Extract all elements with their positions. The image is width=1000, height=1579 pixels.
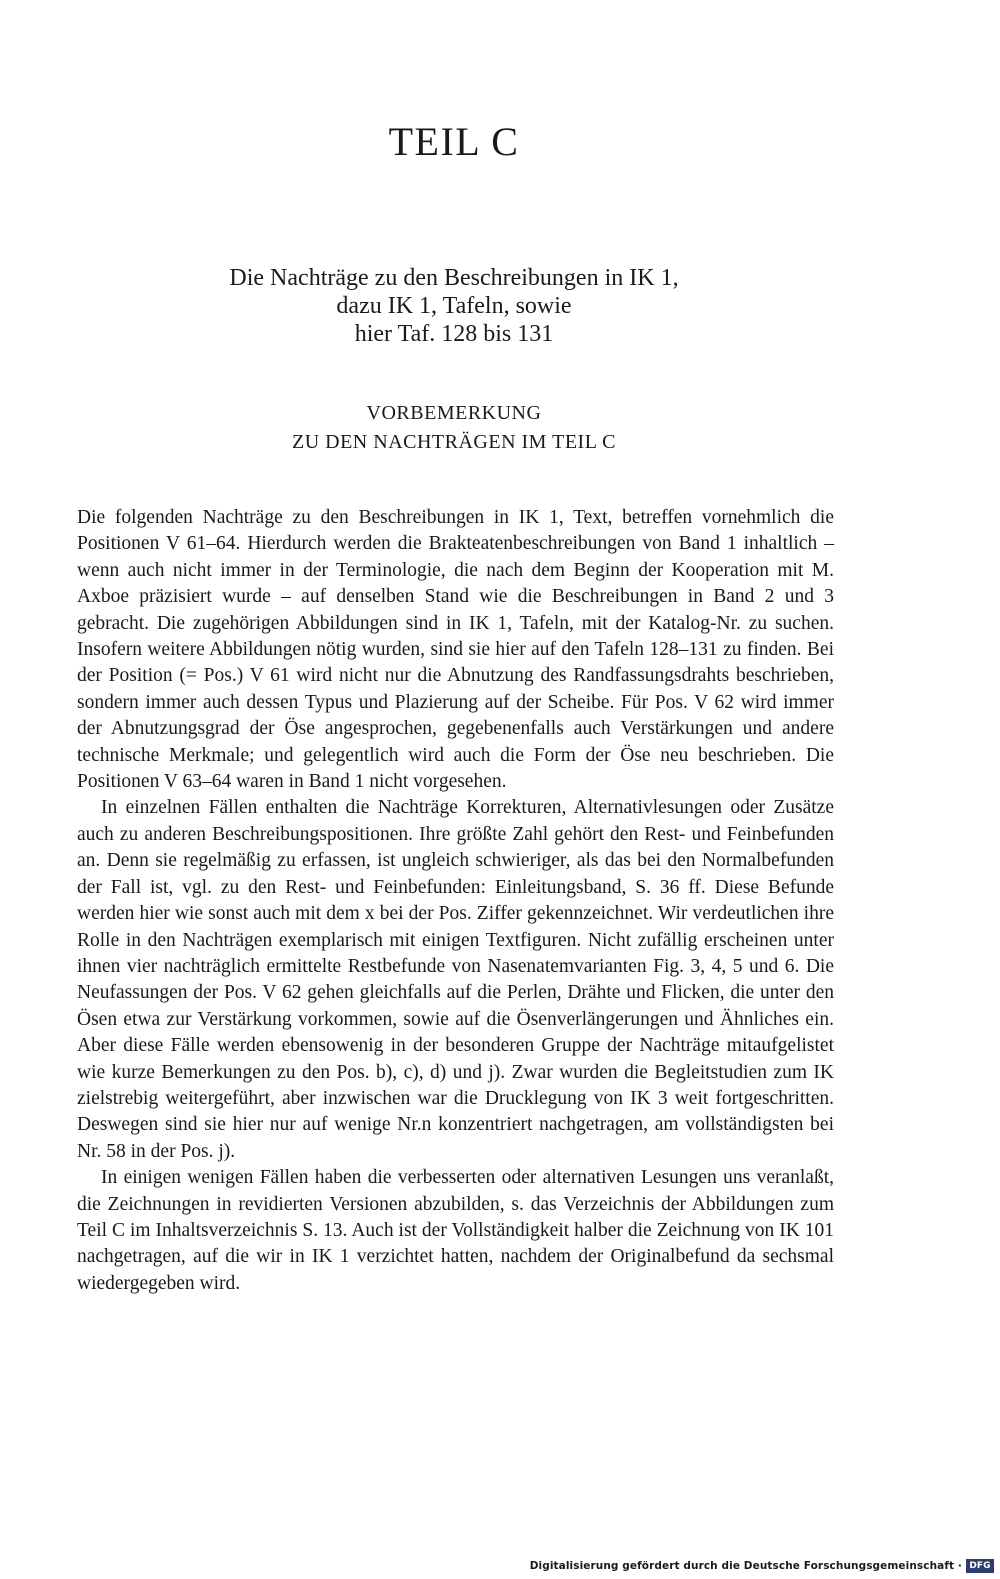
subtitle-line: Die Nachträge zu den Beschreibungen in IK 1,: [229, 265, 679, 291]
subtitle-line: hier Taf. 128 bis 131: [354, 321, 554, 347]
digitization-footer: [530, 1557, 994, 1575]
section-heading: [0, 399, 908, 457]
subtitle-line: dazu IK 1, Tafeln, sowie: [336, 293, 572, 319]
footer-text: Digitalisierung gefördert durch die Deutsche Forschungsgemeinschaft ·: [529, 1560, 962, 1572]
heading-line: VORBEMERKUNG: [366, 402, 542, 424]
heading-line: ZU DEN NACHTRÄGEN IM TEIL C: [291, 431, 617, 453]
page-title: TEIL C: [388, 119, 520, 164]
paragraph: In einzelnen Fällen enthalten die Nachträge Korrekturen, Alternativlesungen oder Zusätze auch zu anderen Beschreibungspositionen. Ihre größte Zahl gehört den Rest- und Feinbefunden an. Denn sie regelmäßig zu erfassen, ist ungleich schwieriger, als das bei den Normalbefunden der Fall ist, vgl. zu den Rest- und Feinbefunden: Einleitungsband, S. 36 ff. Diese Befunde werden hier wie sonst auch mit dem x bei der Pos. Ziffer gekennzeichnet. Wir verdeutlichen ihre Rolle in den Nachträgen exemplarisch mit einigen Textfiguren. Nicht zufällig erscheinen unter ihnen vier nachträglich ermittelte Restbefunde von Nasenatemvarianten Fig. 3, 4, 5 und 6. Die Neufassungen der Pos. V 62 gehen gleichfalls auf die Perlen, Drähte und Flicken, die unter den Ösen etwa zur Verstärkung vorkommen, sowie auf die Ösenverlängerungen und Ähnliches ein. Aber diese Fälle werden ebensowenig in der besonderen Gruppe der Nachträge mitaufgelistet wie kurze Bemerkungen zu den Pos. b), c), d) und j). Zwar wurden die Begleitstudien zum IK zielstrebig weitergeführt, aber inzwischen war die Drucklegung von IK 3 weit fortgeschritten. Deswegen sind sie hier nur auf wenige Nr.n konzentriert nachgetragen, am vollständigsten bei Nr. 58 in der Pos. j).: [77, 797, 834, 1162]
paragraph: Die folgenden Nachträge zu den Beschreibungen in IK 1, Text, betreffen vornehmlich die Positionen V 61–64. Hierdurch werden die Brakteatenbeschreibungen von Band 1 inhaltlich – wenn auch nicht immer in der Terminologie, die nach dem Beginn der Kooperation mit M. Axboe präzisiert wurde – auf denselben Stand wie die Beschreibungen in Band 2 und 3 gebracht. Die zugehörigen Abbildungen sind in IK 1, Tafeln, mit der Katalog-Nr. zu suchen. Insofern weitere Abbildungen nötig wurden, sind sie hier auf den Tafeln 128–131 zu finden. Bei der Position (= Pos.) V 61 wird nicht nur die Abnutzung des Randfassungsdrahts beschrieben, sondern immer auch dessen Typus und Plazierung auf der Scheibe. Für Pos. V 62 wird immer der Abnutzungsgrad der Öse angesprochen, gegebenenfalls auch Verstärkungen und andere technische Merkmale; und gelegentlich wird auch die Form der Öse neu beschrieben. Die Positionen V 63–64 waren in Band 1 nicht vorgesehen.: [77, 507, 834, 793]
paragraph: In einigen wenigen Fällen haben die verbesserten oder alternativen Lesungen uns veranlaßt, die Zeichnungen in revidierten Versionen abzubilden, s. das Verzeichnis der Abbildungen zum Teil C im Inhaltsverzeichnis S. 13. Auch ist der Vollständigkeit halber die Zeichnung von IK 101 nachgetragen, auf die wir in IK 1 verzichtet hatten, nachdem der Originalbefund da sechsmal wiedergegeben wird.: [77, 1167, 834, 1294]
dfg-logo-icon: DFG: [966, 1559, 994, 1573]
body-text: [77, 505, 834, 1297]
section-subtitle: [0, 264, 908, 348]
